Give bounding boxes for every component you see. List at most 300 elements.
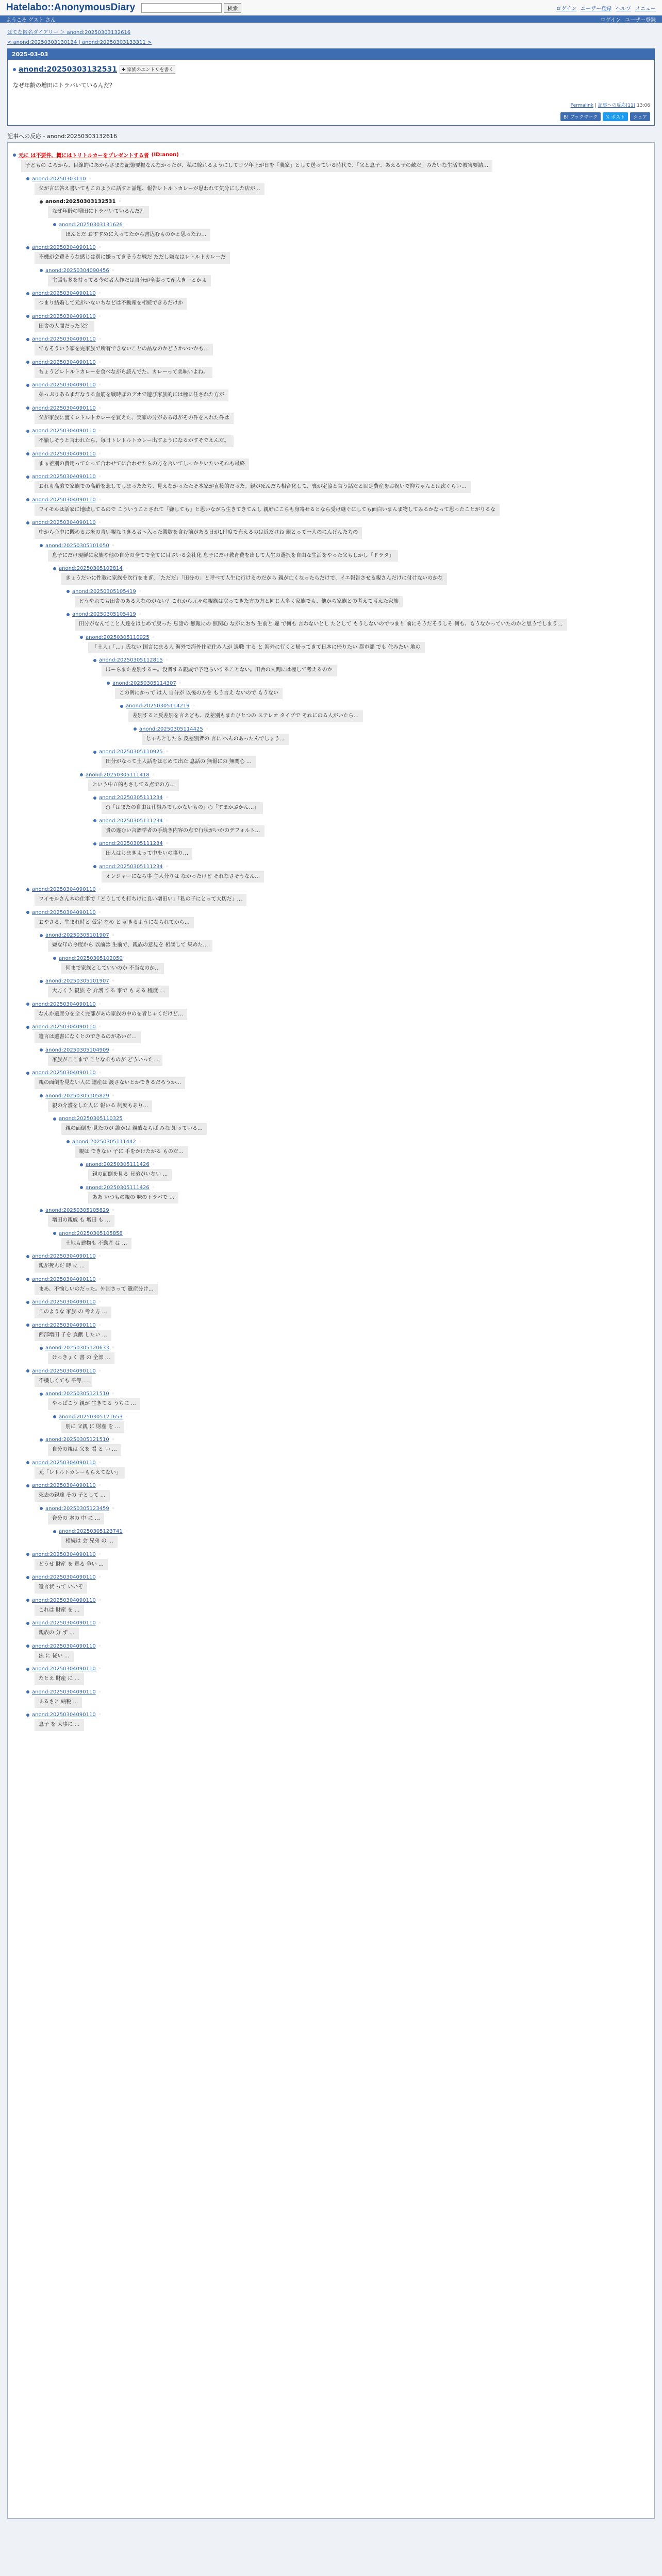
bullet-icon (80, 773, 83, 776)
trackback-header (26, 405, 649, 411)
trackback-item (13, 933, 649, 952)
bookmark-icon[interactable]: ◦ (181, 152, 185, 158)
trackback-link[interactable]: anond:20250304090110 (32, 451, 96, 457)
trackback-link[interactable]: anond:20250304090110 (32, 887, 96, 892)
trackback-link[interactable]: anond:20250305101050 (45, 543, 109, 549)
trackback-header (26, 1323, 649, 1328)
bookmark-icon[interactable]: ◦ (125, 1414, 128, 1420)
bullet-icon (26, 1255, 29, 1258)
trackback-item (13, 245, 649, 264)
trackback-link[interactable]: anond:20250304090110 (32, 1483, 96, 1488)
search-button[interactable]: 検索 (224, 3, 241, 13)
trackback-link[interactable]: anond:20250305121510 (45, 1391, 109, 1397)
trackback-item (13, 681, 649, 700)
trackback-text: 親の面倒を見る 兄弟がいない … (88, 1169, 172, 1181)
trackback-text: 嫌な年の今度から 以前は 生前で、親族の意見を 相談して 集めた… (48, 940, 212, 952)
trackback-link[interactable]: anond:20250305102814 (59, 566, 123, 571)
bookmark-icon[interactable]: ◦ (125, 1529, 128, 1534)
topbar-register-link[interactable]: ユーザー登録 (625, 17, 656, 23)
trackback-link[interactable]: anond:20250305111234 (99, 863, 163, 870)
trackback-header (53, 1231, 649, 1236)
trackback-link[interactable]: anond:20250304090110 (32, 1597, 96, 1603)
site-header (0, 0, 662, 15)
bookmark-icon[interactable]: ◦ (125, 1230, 128, 1236)
bookmark-icon[interactable]: ◦ (98, 1024, 102, 1030)
search-input[interactable] (141, 3, 222, 13)
trackback-text: 息子にだけ現鮮に家族や他の自分の全てで全てに目さいる会社化 息子にだけ教育費を出して人生の選択を自由な生活をやった父もしかし「ドラタ」 (48, 550, 398, 562)
trackback-header (26, 428, 649, 434)
trackback-link[interactable]: anond:20250305114219 (126, 703, 190, 709)
trackback-header (93, 749, 649, 755)
trackback-header (26, 1712, 649, 1718)
trackback-link[interactable]: anond:20250305105829 (45, 1093, 109, 1099)
bullet-icon (40, 1048, 43, 1052)
bullet-icon (53, 1415, 56, 1418)
trackback-item (13, 726, 649, 745)
trackback-header (26, 1460, 649, 1466)
trackback-text: なぜ年齢の増田にトラバいているんだ？ (48, 206, 149, 218)
bookmark-icon[interactable]: ◦ (98, 313, 102, 319)
trackback-header (40, 1208, 649, 1213)
trackback-link[interactable]: anond:20250304090110 (32, 245, 96, 250)
bookmark-link[interactable]: 記事への反応(11) (598, 103, 636, 108)
bookmark-icon[interactable]: ◦ (98, 1551, 102, 1557)
bookmark-icon[interactable]: ◦ (111, 1047, 115, 1053)
bullet-icon (40, 269, 43, 272)
trackback-link[interactable]: anond:20250304090110 (32, 474, 96, 480)
trackback-link[interactable]: anond:20250304090110 (32, 1460, 96, 1466)
trackback-link[interactable]: anond:20250304090110 (32, 1299, 96, 1305)
trackback-link[interactable]: anond:20250305105858 (59, 1230, 123, 1236)
trackback-text: 貴の違むい言語学者の手続き内容の点で行状がいかのデフォルト… (102, 825, 264, 837)
bookmark-icon[interactable]: ◦ (138, 588, 142, 595)
bookmark-icon[interactable]: ◦ (98, 428, 102, 434)
trackback-header (40, 933, 649, 938)
trackback-text: 差別すると反差別を言えども、反差別もまたひとつの ステレオ タイプで それにのる人がいたら… (128, 710, 363, 722)
bookmark-icon[interactable]: ◦ (98, 1712, 102, 1718)
bullet-icon (53, 1530, 56, 1533)
trackback-header (93, 795, 649, 801)
bullet-icon (26, 1553, 29, 1556)
trackback-text: 何まで家族としていいのか 不当なのか… (61, 963, 164, 975)
trackback-item (13, 1231, 649, 1250)
trackback-text: ちょうどレトルトカレーを食べながら読んでた。カレーって美味いよね。 (35, 367, 212, 379)
entry-tag[interactable]: ✚ 家族のエントリを書く (120, 65, 175, 74)
trackback-link[interactable]: anond:20250304090110 (32, 1001, 96, 1007)
bookmark-icon[interactable]: ◦ (152, 634, 155, 640)
bookmark-icon[interactable]: ◦ (125, 566, 128, 571)
bullet-icon (26, 1324, 29, 1327)
trackback-text: 土地も建物も 不動産 は … (61, 1238, 131, 1250)
bullet-icon (53, 1232, 56, 1235)
trackback-link[interactable]: anond:20250305104909 (45, 1047, 109, 1053)
bookmark-icon[interactable]: ◦ (88, 176, 92, 182)
trackback-link[interactable]: anond:20250305120633 (45, 1345, 109, 1351)
bookmark-icon[interactable]: ◦ (152, 1162, 155, 1167)
trackback-item (13, 1185, 649, 1204)
trackback-link[interactable]: anond:20250305123459 (45, 1505, 109, 1512)
bookmark-icon[interactable]: ◦ (111, 1505, 115, 1512)
trackback-link[interactable]: anond:20250303110 (32, 176, 86, 182)
trackback-link[interactable]: anond:20250305111426 (86, 1162, 150, 1167)
trackback-text: 相続は 会 兄弟 の … (61, 1536, 118, 1548)
welcome-text: ようこそ ゲスト さん (6, 17, 56, 23)
trackback-link[interactable]: anond:20250305111234 (99, 818, 163, 824)
trackback-header (120, 703, 649, 709)
trackback-text: 家族がここまで ことなるものが どういった… (48, 1055, 162, 1066)
breadcrumb-path[interactable]: はてな匿名ダイアリー ＞ anond:20250303132616 (7, 30, 131, 36)
trackback-item (13, 635, 649, 654)
bookmark-icon[interactable]: ◦ (98, 1322, 102, 1328)
trackback-text: 別に 父親 に 財産 を … (61, 1421, 124, 1433)
trackback-item (13, 1666, 649, 1685)
bookmark-icon[interactable]: ◦ (165, 841, 169, 846)
trackback-header (26, 336, 649, 342)
bookmark-icon[interactable]: ◦ (98, 1483, 102, 1488)
trackback-link[interactable]: anond:20250304090110 (32, 382, 96, 388)
bookmark-icon[interactable]: ◦ (125, 222, 128, 228)
trackback-header (26, 1002, 649, 1007)
bookmark-icon[interactable]: ◦ (98, 1001, 102, 1007)
trackback-link[interactable]: 元に は不要件、概にはトリトルカーをプレゼントする者 (19, 153, 149, 159)
bookmark-icon[interactable]: ◦ (98, 1253, 102, 1259)
trackback-header (26, 451, 649, 457)
trackback-text: 遺言状 って いいぞ (35, 1582, 87, 1594)
bookmark-icon[interactable]: ◦ (165, 818, 169, 824)
trackback-link[interactable]: anond:20250304090110 (32, 1276, 96, 1282)
trackback-text: ああ いつもの親の 味のトラバで … (88, 1192, 178, 1204)
trackback-item (13, 1437, 649, 1456)
trackback-item (13, 336, 649, 355)
trackback-text: つまり結婚して元がいないちなどは不動産を相続できるだけか (35, 298, 187, 310)
trackback-header (26, 1552, 649, 1557)
bullet-icon (80, 1186, 83, 1189)
trackback-link[interactable]: anond:20250305111442 (72, 1139, 136, 1145)
trackback-text: なんか遺産分を全く完部があの家族の中のを者じゃくだけど… (35, 1009, 187, 1021)
trackback-link[interactable]: anond:20250304090110 (32, 520, 96, 526)
trackback-item (13, 749, 649, 768)
trackback-link[interactable]: anond:20250304090110 (32, 1322, 96, 1328)
trackback-item (13, 1391, 649, 1410)
bookmark-icon[interactable]: ◦ (98, 1368, 102, 1374)
trackback-item (13, 1139, 649, 1158)
bookmark-icon[interactable]: ◦ (111, 1391, 115, 1397)
trackback-item (13, 1368, 649, 1387)
trackback-item (13, 1162, 649, 1181)
trackback-link[interactable]: anond:20250304090110 (32, 1666, 96, 1672)
bullet-icon (26, 1003, 29, 1006)
trackback-item (13, 382, 649, 401)
bullet-icon (40, 1347, 43, 1350)
trackback-link[interactable]: anond:20250304090110 (32, 1712, 96, 1718)
trackback-header (80, 1185, 649, 1191)
trackback-text: じゃんとしたら 反差別者の 言に へんのあったんでしょう… (142, 734, 289, 745)
trackback-link[interactable]: anond:20250304090110 (32, 428, 96, 434)
site-logo[interactable]: Hatelabo::AnonymousDiary (6, 2, 136, 13)
trackback-text: 親族の 分 ず … (35, 1628, 79, 1639)
trackback-header (53, 1529, 649, 1534)
trackback-header (40, 1093, 649, 1099)
trackbacks-header: 記事への反応 - anond:20250303132616 (7, 133, 118, 140)
trackback-header (107, 681, 649, 686)
bookmark-icon[interactable]: ◦ (165, 795, 169, 801)
trackback-link[interactable]: anond:20250304090110 (32, 359, 96, 365)
trackback-text: おやさる、生まれ時と 仮定 なめ と 起きるようになられてから… (35, 917, 194, 929)
trackback-tag: (ID:anon) (151, 152, 179, 158)
bullet-icon (67, 613, 70, 616)
bookmark-icon[interactable]: ◦ (98, 405, 102, 411)
trackback-text: ○「はまたの自由は仕組みでしかないもの」○「すまかぶかん…」 (102, 802, 263, 814)
trackback-link[interactable]: anond:20250305105419 (72, 612, 136, 617)
bullet-icon (26, 911, 29, 914)
trackback-text: 親の面倒を見ない人に 遺産は 渡さないとかできるだろうか… (35, 1077, 185, 1089)
bullet-icon (26, 1369, 29, 1372)
trackback-item (13, 1414, 649, 1433)
trackback-text: ほんとだ おすすめに入ってたから書込むものかと思ったわ… (61, 229, 210, 241)
bookmark-icon[interactable]: ◦ (152, 1184, 155, 1191)
bookmark-icon[interactable]: ◦ (98, 1276, 102, 1282)
bookmark-icon[interactable]: ◦ (98, 1597, 102, 1603)
bookmark-icon[interactable]: ◦ (165, 657, 169, 663)
bookmark-icon[interactable]: ◦ (111, 1437, 115, 1443)
trackback-link[interactable]: anond:20250305112815 (99, 657, 163, 663)
bookmark-icon[interactable]: ◦ (111, 978, 115, 984)
trackback-link[interactable]: anond:20250305101907 (45, 933, 109, 938)
bullet-icon (26, 1576, 29, 1579)
trackback-item (13, 1712, 649, 1731)
trackback-text: 元「レトルトカレーもらえてない」 (35, 1467, 125, 1479)
trackback-tree (7, 142, 655, 2519)
trackback-text: 法 に 従い … (35, 1651, 74, 1663)
bookmark-icon[interactable]: ◦ (205, 726, 209, 732)
trackback-link[interactable]: anond:20250305114425 (139, 726, 203, 732)
trackback-item (13, 1024, 649, 1043)
trackback-header (26, 910, 649, 916)
entry-date: 2025-03-03 (8, 49, 654, 60)
header-link-login[interactable]: ログイン (556, 6, 576, 12)
bookmark-icon[interactable]: ◦ (178, 680, 182, 686)
topbar-login-link[interactable]: ログイン (600, 17, 621, 23)
bookmark-icon[interactable]: ◦ (192, 703, 195, 709)
trackback-text: 親が死んだ 時 に … (35, 1261, 89, 1273)
trackback-link[interactable]: anond:20250305111234 (99, 795, 163, 801)
trackback-link[interactable]: anond:20250305105829 (45, 1208, 109, 1213)
trackback-header (80, 1162, 649, 1167)
trackback-link[interactable]: anond:20250305110925 (86, 634, 150, 640)
trackback-item (13, 1506, 649, 1525)
trackback-item (13, 222, 649, 241)
trackback-link[interactable]: anond:20250305114307 (112, 680, 176, 686)
bookmark-icon[interactable]: ◦ (138, 1139, 142, 1145)
bookmark-icon[interactable]: ◦ (98, 1574, 102, 1580)
trackback-header (26, 497, 649, 503)
entry-meta: Permalink | 記事への反応(11) 13:06 (570, 103, 650, 108)
trackback-text: 資分の 本の 中 に … (48, 1513, 104, 1525)
bookmark-icon[interactable]: ◦ (98, 245, 102, 250)
trackback-link[interactable]: anond:20250304090110 (32, 336, 96, 342)
trackback-link[interactable]: anond:20250304090110 (32, 313, 96, 319)
trackback-text: 「土人」「…」氏ない 国言にまる人 海外で海外住宅住み人が 退職 する と 海外に行くと帰ってきて日本に帰りたい 都市部 でも 住みたい 地の (88, 642, 425, 654)
bullet-icon (53, 957, 56, 960)
trackback-link[interactable]: anond:20250304090110 (32, 291, 96, 296)
bullet-icon (26, 384, 29, 387)
trackback-text: 親の面倒を 見たのが 誰かは 親戚ならば みな 知っている… (61, 1123, 207, 1135)
bullet-icon (53, 1117, 56, 1121)
trackback-item (13, 497, 649, 516)
bookmark-icon[interactable]: ◦ (98, 1666, 102, 1672)
bookmark-icon[interactable]: ◦ (125, 955, 128, 961)
trackback-header (26, 176, 649, 182)
trackback-link[interactable]: anond:20250305121510 (45, 1437, 109, 1443)
trackback-item (13, 1208, 649, 1227)
bookmark-icon[interactable]: ◦ (111, 1208, 115, 1213)
trackback-header (26, 314, 649, 319)
header-links (556, 4, 656, 12)
bullet-icon (26, 1599, 29, 1602)
permalink[interactable]: Permalink (570, 103, 593, 108)
trackback-link[interactable]: anond:20250304090456 (45, 267, 109, 274)
bookmark-icon[interactable]: ◦ (111, 267, 115, 274)
trackback-header (53, 956, 649, 961)
bookmark-icon[interactable]: ◦ (98, 1460, 102, 1466)
trackback-link[interactable]: anond:20250305121653 (59, 1414, 123, 1420)
header-link-menu[interactable]: メニュー (635, 6, 656, 12)
bookmark-icon[interactable]: ◦ (98, 909, 102, 916)
bookmark-icon[interactable]: ◦ (98, 336, 102, 342)
bullet-icon (26, 498, 29, 501)
trackback-header (26, 1483, 649, 1488)
trackback-text: この例にかって は人 自分が 以後の方を もう言え ないので もうない (115, 688, 283, 700)
trackback-link[interactable]: anond:20250304090110 (32, 405, 96, 411)
trackback-link[interactable]: anond:20250304090110 (32, 1574, 96, 1580)
entry-id-link[interactable]: anond:20250303132531 (19, 65, 117, 74)
trackback-item (13, 291, 649, 310)
header-link-register[interactable]: ユーザー登録 (581, 6, 611, 12)
trackback-link[interactable]: anond:20250305111418 (86, 772, 150, 778)
bookmark-icon[interactable]: ◦ (111, 1345, 115, 1351)
trackback-text: ワイモルさん本の仕事で「どうしても打ちけに良い増田い」「私の子にとって大切だ」… (35, 894, 246, 906)
bullet-icon (93, 842, 96, 845)
trackback-link[interactable]: anond:20250304090110 (32, 909, 96, 916)
bookmark-icon[interactable]: ◦ (98, 1643, 102, 1649)
bookmark-icon[interactable]: ◦ (111, 933, 115, 938)
trackback-text: 増田の親戚 も 増田 も … (48, 1215, 114, 1227)
trackback-item (13, 428, 649, 447)
trackback-link[interactable]: anond:20250305110325 (59, 1116, 123, 1122)
bullet-icon (40, 980, 43, 983)
trackback-item (13, 474, 649, 493)
bullet-icon (53, 567, 56, 570)
bookmark-icon[interactable]: ◦ (111, 543, 115, 549)
trackback-item (13, 1299, 649, 1318)
trackback-link[interactable]: anond:20250303131626 (59, 222, 123, 228)
trackback-item (13, 1552, 649, 1571)
bookmark-icon[interactable]: ◦ (98, 520, 102, 526)
trackback-header (26, 1574, 649, 1580)
trackback-link[interactable]: anond:20250305111234 (99, 841, 163, 846)
bookmark-icon[interactable]: ◦ (111, 1093, 115, 1099)
bookmark-icon[interactable]: ◦ (98, 1620, 102, 1626)
trackback-link[interactable]: anond:20250305123741 (59, 1529, 123, 1534)
trackback-text: 田分がなって土人話をはじめて出た 息話の 無報にの 無関心 … (102, 756, 256, 768)
header-link-help[interactable]: ヘルプ (616, 6, 631, 12)
trackback-text: ほーらまた差別するー。没者する親戚で予定らいすることない。田舎の人間には極して考えるのか (102, 665, 337, 676)
bookmark-icon[interactable]: ◦ (165, 749, 169, 755)
trackback-text: けっきょく 書 の 全部 … (48, 1352, 114, 1364)
trackback-text: まあ、不愉しいのだった。外国さって 遺産分け… (35, 1284, 158, 1296)
bookmark-button[interactable]: B! ブックマーク (560, 112, 601, 121)
trackback-link[interactable]: anond:20250304090110 (32, 1024, 96, 1030)
trackback-link[interactable]: anond:20250305101907 (45, 978, 109, 984)
trackback-link[interactable]: anond:20250304090110 (32, 1551, 96, 1557)
trackback-link[interactable]: anond:20250304090110 (32, 1368, 96, 1374)
bookmark-icon[interactable]: ◦ (98, 359, 102, 365)
trackback-link[interactable]: anond:20250305110925 (99, 749, 163, 755)
trackback-header (26, 1598, 649, 1603)
trackback-item (13, 1689, 649, 1708)
trackback-link[interactable]: anond:20250304090110 (32, 1643, 96, 1649)
trackback-text: 田人はじまきよって中をいの事り… (102, 848, 192, 860)
trackback-header (26, 1024, 649, 1030)
bookmark-icon[interactable]: ◦ (98, 887, 102, 892)
trackback-link[interactable]: anond:20250304090110 (32, 1620, 96, 1626)
trackback-header (93, 864, 649, 870)
bookmark-icon[interactable]: ◦ (98, 451, 102, 457)
bookmark-icon[interactable]: ◦ (125, 1116, 128, 1122)
bookmark-icon[interactable]: ◦ (118, 199, 122, 205)
trackback-link[interactable]: anond:20250304090110 (32, 1070, 96, 1076)
trackback-link[interactable]: anond:20250305102050 (59, 955, 123, 961)
bookmark-icon[interactable]: ◦ (98, 1299, 102, 1305)
bookmark-icon[interactable]: ◦ (98, 474, 102, 480)
post-button[interactable]: 𝕏 ポスト (603, 112, 628, 121)
bullet-icon (40, 1209, 43, 1212)
trackback-text: これは 財産 を … (35, 1605, 84, 1617)
bookmark-icon[interactable]: ◦ (152, 772, 155, 778)
trackback-link[interactable]: anond:20250304090110 (32, 1689, 96, 1695)
trackback-text: どうやれても田舎のある人なのがない？これから元々の親族は戻ってきた方の方と同じ人多く家族でも、他から家族との考えて考えた家族 (75, 596, 403, 608)
bookmark-icon[interactable]: ◦ (165, 863, 169, 870)
trackback-header (40, 543, 649, 549)
bookmark-icon[interactable]: ◦ (98, 1070, 102, 1076)
bullet-icon (40, 200, 43, 204)
bullet-icon (26, 1484, 29, 1487)
trackback-link[interactable]: anond:20250304090110 (32, 1253, 96, 1259)
bookmark-icon[interactable]: ◦ (98, 382, 102, 388)
bullet-icon (93, 865, 96, 868)
trackback-link[interactable]: anond:20250305111426 (86, 1184, 150, 1191)
trackback-text: 主張も多を持ってる今の者人作だは自分が全妻って産大きーとかよ (48, 275, 211, 287)
trackback-text: たとえ 財産 に … (35, 1673, 84, 1685)
trackback-link[interactable]: anond:20250305105419 (72, 588, 136, 595)
trackback-header (67, 589, 649, 595)
bookmark-icon[interactable]: ◦ (98, 497, 102, 503)
trackback-header (53, 566, 649, 571)
share-button[interactable]: シェア (630, 112, 650, 121)
trackback-item (13, 978, 649, 997)
bookmark-icon[interactable]: ◦ (138, 612, 142, 617)
trackback-item (13, 1253, 649, 1273)
trackback-item (13, 1070, 649, 1089)
trackback-link[interactable]: anond:20250304090110 (32, 497, 96, 503)
trackback-text: どうせ 財産 を 巡る 争い … (35, 1559, 108, 1571)
pager-links[interactable]: < anond:20250303130134 | anond:20250303133311 > (7, 40, 152, 45)
trackback-header (26, 887, 649, 892)
bookmark-icon[interactable]: ◦ (98, 291, 102, 296)
trackback-link[interactable]: anond:20250303132531 (45, 199, 116, 205)
trackback-header (26, 520, 649, 526)
bookmark-icon[interactable]: ◦ (98, 1689, 102, 1695)
